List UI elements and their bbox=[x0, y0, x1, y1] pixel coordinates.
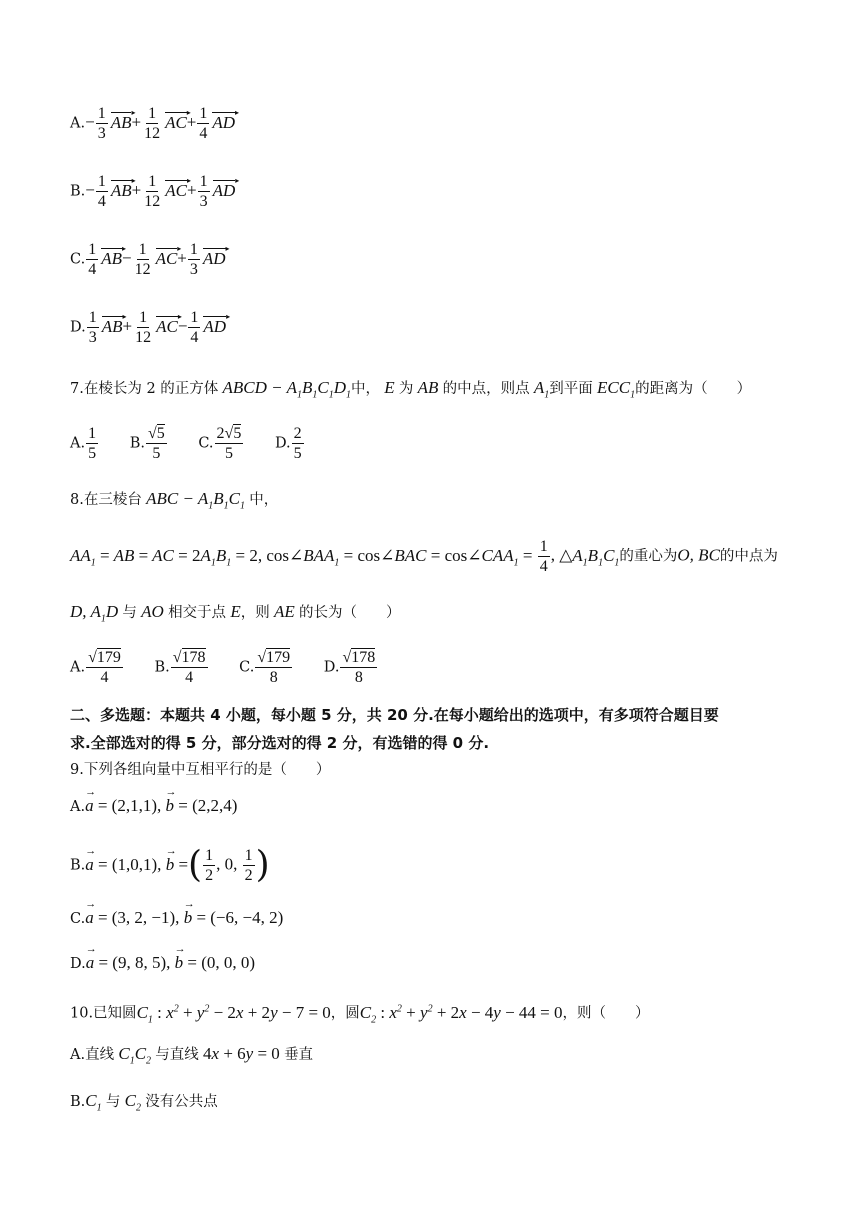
section-heading-line2: 求.全部选对的得 5 分，部分选对的得 2 分，有选错的得 0 分. bbox=[70, 734, 490, 752]
q9-option-a[interactable]: A.→ a = (2,1,1), → b = (2,2,4) bbox=[70, 795, 237, 818]
q8-stem-line1: 8.在三棱台 ABC − $A_1B_1C_1$ 中， bbox=[70, 489, 279, 512]
q7-option-b[interactable]: B. $\frac{√5}{5}$ bbox=[129, 425, 165, 462]
section-heading-line1: 二、多选题：本题共 4 小题，每小题 5 分，共 20 分.在每小题给出的选项中，有多项符合题目要 bbox=[70, 706, 719, 724]
q9-option-d[interactable]: D.→ a = (9, 8, 5), → b = (0, 0, 0) bbox=[70, 952, 255, 975]
option-letter: C. bbox=[70, 251, 86, 268]
q9-stem: 9.下列各组向量中互相平行的是（ ） bbox=[70, 762, 331, 778]
q8-stem-line2: $AA_1$ = AB = AC = $2A_1B_1 = 2$, $\cos\angle BAA_1$ = cos∠BAC = $\cos\angle CAA_1$ = $\frac{1}{4}$ , $\triangle A_1B_1C_1$的重心为O, BC的中点为 bbox=[70, 538, 778, 575]
q10-stem: 10.已知圆$C_1$ : $x^2 + y^2 - 2x + 2y - 7 = 0$，圆$C_2$ : $x^2 + y^2 + 2x - 4y - 44 = 0$，则（ ） bbox=[70, 1002, 650, 1026]
q6-option-b[interactable]: B.− $\frac{1}{4}$ AB ▸+ $\frac{1}{12}$ AC ▸+ $\frac{1}{3}$ AD ▸ bbox=[70, 172, 235, 211]
q8-option-b[interactable]: B. $\frac{√178}{4}$ bbox=[154, 649, 206, 686]
q7-option-a[interactable]: A. $\frac{1}{5}$ bbox=[70, 425, 97, 462]
q8-option-d[interactable]: D. $\frac{√178}{8}$ bbox=[323, 649, 376, 686]
option-letter: D. bbox=[70, 319, 86, 336]
q9-option-b[interactable]: B.→ a = (1,0,1), → b =( $\frac{1}{2}$ , 0, $\frac{1}{2}$ ) bbox=[70, 846, 270, 885]
q6-option-a[interactable]: A.− $\frac{1}{3}$ AB ▸+ $\frac{1}{12}$ AC ▸+ $\frac{1}{4}$ AD ▸ bbox=[70, 104, 235, 143]
q8-stem-line3: D, $A_1D$ 与 AO 相交于点 E，则 AE 的长为（ ） bbox=[70, 602, 401, 625]
q8-options bbox=[70, 648, 404, 687]
q7-stem: 7.在棱长为 2 的正方体 ABCD − $A_1B_1C_1D_1$中， E 为 AB 的中点，则点 $A_1$到平面 $ECC_1$的距离为（ ） bbox=[70, 378, 752, 401]
q10-option-a[interactable]: A.直线 $C_1C_2$ 与直线 4x + 6y = 0 垂直 bbox=[70, 1044, 314, 1067]
q8-option-c[interactable]: C. $\frac{√179}{8}$ bbox=[239, 649, 291, 686]
q7-options bbox=[70, 424, 331, 463]
q9-option-c[interactable]: C.→ a = (3, 2, −1), → b = (−6, −4, 2) bbox=[70, 907, 283, 930]
q7-option-d[interactable]: D. $\frac{2}{5}$ bbox=[274, 425, 302, 462]
option-letter: B. bbox=[70, 183, 86, 200]
q6-option-d[interactable]: D. $\frac{1}{3}$ AB ▸+ $\frac{1}{12}$ AC ▸− $\frac{1}{4}$ AD ▸ bbox=[70, 308, 226, 347]
q6-option-c[interactable]: C. $\frac{1}{4}$ AB ▸− $\frac{1}{12}$ AC ▸+ $\frac{1}{3}$ AD ▸ bbox=[70, 240, 226, 279]
option-letter: A. bbox=[70, 115, 86, 132]
q10-option-b[interactable]: $B.C_1$ 与 $C_2$ 没有公共点 bbox=[70, 1091, 218, 1114]
q7-option-c[interactable]: C. $\frac{2√5}{5}$ bbox=[198, 425, 242, 462]
q8-option-a[interactable]: A. $\frac{√179}{4}$ bbox=[70, 649, 121, 686]
